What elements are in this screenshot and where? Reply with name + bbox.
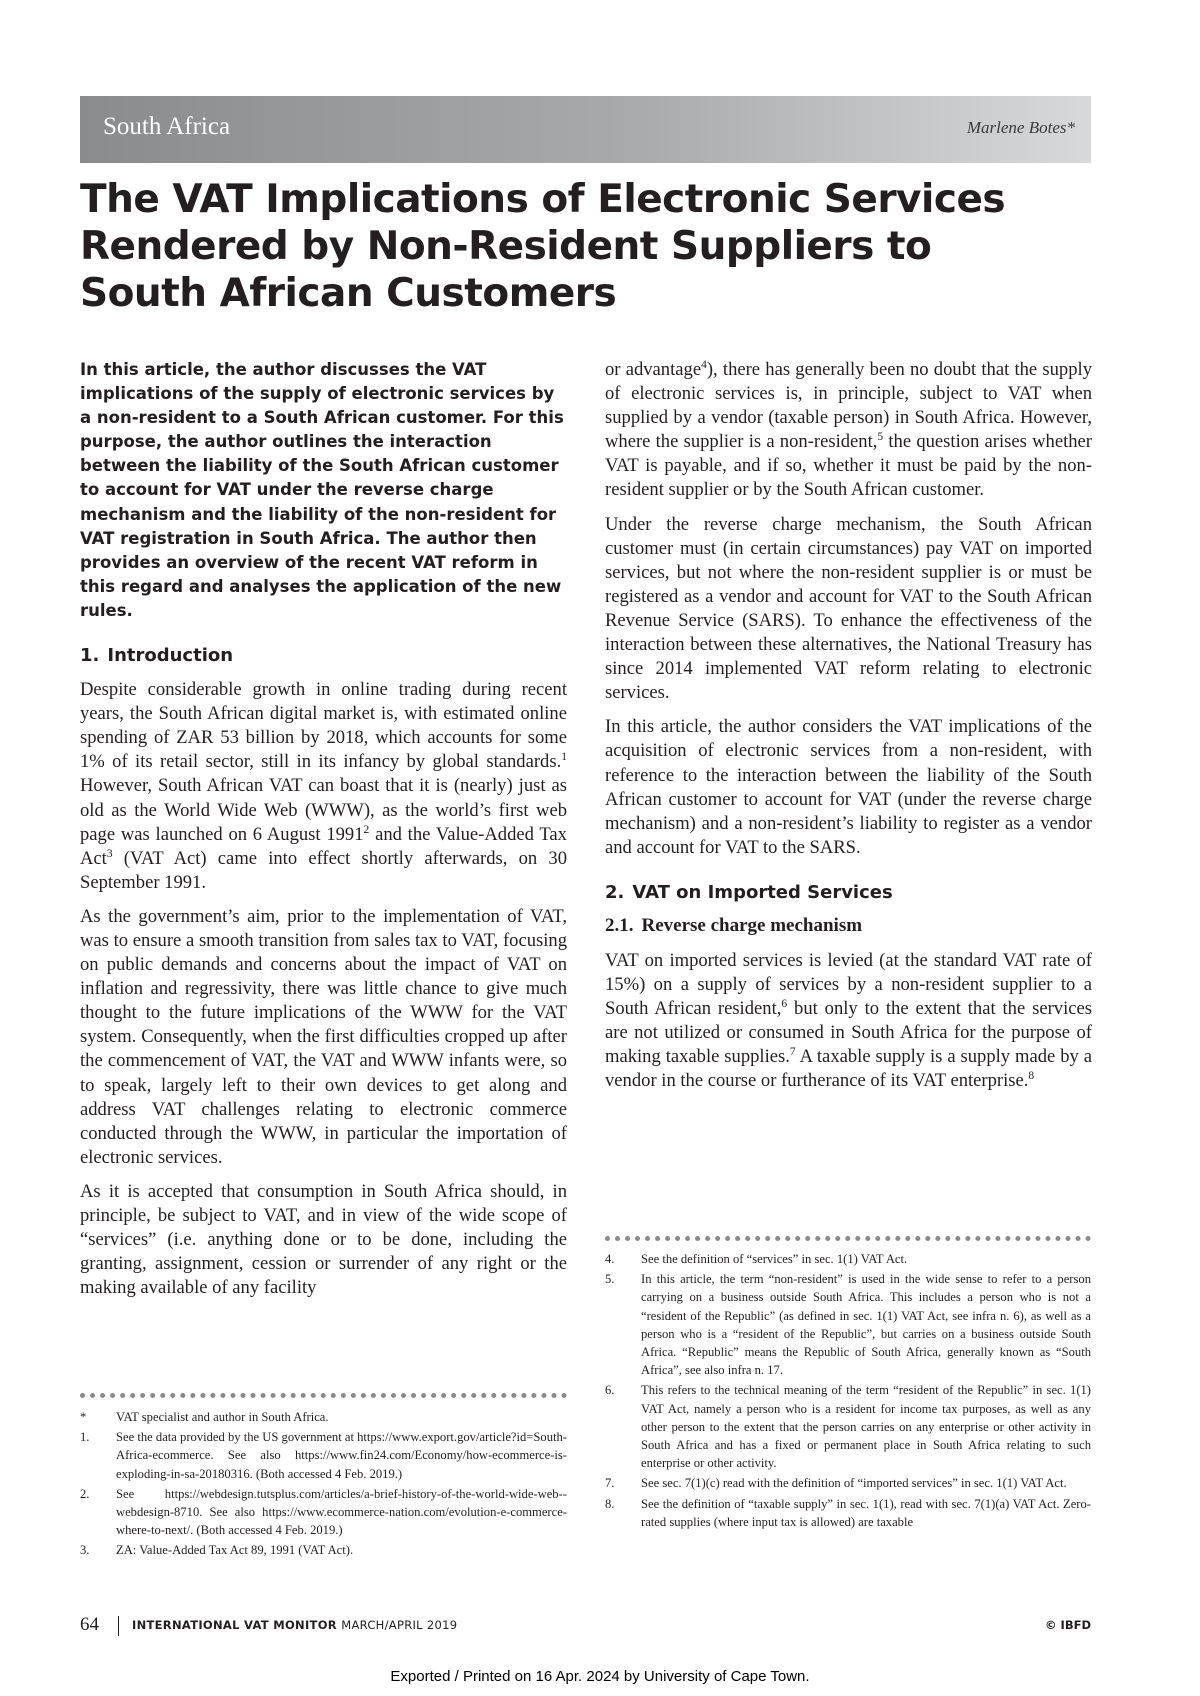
text-run: or advantage xyxy=(605,359,702,380)
paragraph: In this article, the author considers the VAT implications of the acquisition of electronic services from a non-resident, with reference to the interaction between the liability of the South African customer to account for VAT (under the reverse charge mechanism) and a non-resident’s liability to register as a vendor and account for VAT to the SARS. xyxy=(605,716,1092,858)
footnote-number: 5. xyxy=(605,1272,615,1287)
footnote xyxy=(80,1485,567,1540)
section-heading-vat-imported-services xyxy=(605,882,1092,903)
footnote-text: See the definition of “services” in sec. 1(1) VAT Act. xyxy=(641,1252,908,1266)
footnote-ref[interactable]: 3 xyxy=(106,847,113,860)
footnotes-left xyxy=(80,1408,567,1562)
publisher-label: © IBFD xyxy=(1045,1618,1091,1632)
footnote-ref[interactable]: 5 xyxy=(877,431,884,444)
article-header-banner xyxy=(80,96,1091,163)
footnote-number: * xyxy=(80,1410,87,1424)
section-heading-introduction xyxy=(80,645,567,666)
footnote-text: See the data provided by the US government at https://www.export.gov/article?id=South-Africa-ecommerce. See also https://www.fin24.com/Economy/how-ecommerce-is-exploding-in-sa-20180316. (Both accessed 4 Feb. 2019.) xyxy=(116,1430,567,1481)
paragraph xyxy=(80,678,567,895)
journal-name xyxy=(132,1618,457,1632)
footnote-number: 8. xyxy=(605,1496,615,1511)
title-line: Rendered by Non-Resident Suppliers to xyxy=(80,224,932,269)
paragraph: Under the reverse charge mechanism, the South African customer must (in certain circumstances) pay VAT on imported services, but not where the non-resident supplier is or must be registered as a vendor and account for VAT to the South African Revenue Service (SARS). To enhance the effectiveness of the interaction between these alternatives, the National Treasury has since 2014 implemented VAT reform relating to electronic services. xyxy=(605,513,1092,704)
footnote-ref[interactable]: 1 xyxy=(561,751,567,764)
footnote-number: 1. xyxy=(80,1430,90,1445)
text-run: but only to the extent that the services are not utilized or consumed in South Africa for the purpose of making taxable supplies. xyxy=(605,998,1092,1068)
section-number: 2. xyxy=(605,881,625,903)
footnote xyxy=(80,1428,567,1483)
text-run: ), there has generally been no doubt that the supply of electronic services is, in principle, subject to VAT when supplied by a vendor (taxable person) in South Africa. However, where the supplier is a non-resident, xyxy=(605,359,1092,453)
author-name: Marlene Botes* xyxy=(966,118,1075,137)
paragraph xyxy=(605,358,1092,503)
footnote-separator xyxy=(605,1236,1091,1241)
text-run: and the Value-Added Tax Act xyxy=(80,823,567,869)
footnote-number: 3. xyxy=(80,1543,90,1558)
footnote-number: 7. xyxy=(605,1476,615,1491)
footnote-text: This refers to the technical meaning of the term “resident of the Republic” in sec. 1(1) VAT Act, namely a person who is a resident for income tax purposes, as well as any other person to the extent that the person carries on any enterprise or other activity in South Africa and has a fixed or permanent place in South Africa relating to such enterprise or other activity. xyxy=(641,1383,1091,1471)
footnote-text: See sec. 7(1)(c) read with the definition of “imported services” in sec. 1(1) VAT Act. xyxy=(641,1476,1067,1491)
country-label: South Africa xyxy=(103,113,231,140)
footnote-text: See the definition of “taxable supply” in sec. 1(1), read with sec. 7(1)(a) VAT Act. Zero-rated supplies (where input tax is allowed) are taxable xyxy=(641,1496,1091,1529)
footnote-number: 2. xyxy=(80,1486,90,1501)
footnote-number: 6. xyxy=(605,1383,615,1398)
text-run: VAT on imported services is levied (at the standard VAT rate of 15%) on a supply of services by a non-resident supplier to a South African resident, xyxy=(605,949,1092,1020)
page-footer xyxy=(80,1614,1091,1640)
subsection-title: Reverse charge mechanism xyxy=(641,914,863,936)
footnote xyxy=(80,1541,567,1559)
section-title: VAT on Imported Services xyxy=(632,881,893,903)
footnote xyxy=(605,1270,1091,1379)
title-line: South African Customers xyxy=(80,271,617,316)
footnote-ref[interactable]: 2 xyxy=(363,823,370,836)
journal-issue: MARCH/APRIL 2019 xyxy=(341,1618,458,1632)
subsection-heading-reverse-charge xyxy=(605,915,1092,937)
section-number: 1. xyxy=(80,645,100,667)
title-line: The VAT Implications of Electronic Services xyxy=(80,177,1006,222)
text-run: the question arises whether VAT is payable, and if so, whether it must be paid by the non-resident supplier or by the South African customer. xyxy=(605,431,1093,501)
footnote-text: In this article, the term “non-resident” is used in the wide sense to refer to a person carrying on a business outside South Africa. This includes a person who is not a “resident of the Republic” (as defined in sec. 1(1) VAT Act, see infra n. 6), as well as a person who is a “resident of the Republic”, but carries on a business outside South Africa. “Republic” means the Republic of South Africa, generally known as “South Africa”, see also infra n. 17. xyxy=(641,1272,1091,1378)
footnote xyxy=(80,1408,567,1426)
footnote xyxy=(605,1474,1091,1492)
footnote-text: VAT specialist and author in South Africa. xyxy=(116,1410,329,1424)
footnote-number: 4. xyxy=(605,1252,615,1266)
footnote-ref[interactable]: 7 xyxy=(789,1046,796,1059)
text-run: (VAT Act) came into effect shortly afterwards, on 30 September 1991. xyxy=(80,847,567,893)
article-title xyxy=(80,176,1090,317)
text-run: However, South African VAT can boast that it is (nearly) just as old as the World Wide Web (WWW), as the world’s first web page was launched on 6 August 1991 xyxy=(80,775,567,845)
text-run: A taxable supply is a supply made by a vendor in the course or furtherance of its VAT enterprise. xyxy=(605,1046,1092,1092)
text-run: Despite considerable growth in online trading during recent years, the South African digital market is, with estimated online spending of ZAR 53 billion by 2018, which accounts for some 1% of its retail sector, still in its infancy by global standards. xyxy=(80,679,567,773)
footnote-text: See https://webdesign.tutsplus.com/articles/a-brief-history-of-the-world-wide-web--webdesign-8710. See also https://www.ecommerce-nation.com/evolution-e-commerce-where-to-next/. (Both accessed 4 Feb. 2019.) xyxy=(116,1486,567,1538)
journal-title: INTERNATIONAL VAT MONITOR xyxy=(132,1618,337,1632)
footnote-ref[interactable]: 6 xyxy=(781,997,788,1010)
footnote-ref[interactable]: 8 xyxy=(1028,1070,1035,1083)
footnote xyxy=(605,1250,1091,1268)
footnote-ref[interactable]: 4 xyxy=(701,358,707,371)
footnote xyxy=(605,1495,1091,1531)
footer-divider xyxy=(118,1616,119,1636)
paragraph: As the government’s aim, prior to the implementation of VAT, was to ensure a smooth transition from sales tax to VAT, focusing on public demands and concerns about the impact of VAT on inflation and regressivity, there was little chance to give much thought to the future implications of the WWW for the VAT system. Consequently, when the first difficulties cropped up after the commencement of VAT, the VAT and WWW infants were, so to speak, largely left to their own devices to get along and address VAT challenges relating to electronic commerce conducted through the WWW, in particular the importation of electronic services. xyxy=(80,905,567,1168)
footnote-separator xyxy=(80,1393,567,1398)
abstract: In this article, the author discusses the VAT implications of the supply of electronic services by a non-resident to a South African customer. For this purpose, the author outlines the interaction between the liability of the South African customer to account for VAT under the reverse charge mechanism and the liability of the non-resident for VAT registration in South Africa. The author then provides an overview of the recent VAT reform in this regard and analyses the application of the new rules. xyxy=(80,360,564,620)
footnote-text: ZA: Value-Added Tax Act 89, 1991 (VAT Act). xyxy=(116,1543,354,1558)
paragraph xyxy=(605,949,1092,1094)
footnotes-right xyxy=(605,1250,1091,1533)
paragraph: As it is accepted that consumption in South Africa should, in principle, be subject to VAT, and in view of the wide scope of “services” (i.e. anything done or to be done, including the granting, assignment, cession or surrender of any right or the making available of any facility xyxy=(80,1180,567,1299)
section-title: Introduction xyxy=(107,645,234,667)
left-column xyxy=(80,358,567,1310)
footnote xyxy=(605,1381,1091,1472)
right-column xyxy=(605,358,1092,1103)
export-note: Exported / Printed on 16 Apr. 2024 by University of Cape Town. xyxy=(390,1668,810,1685)
subsection-number: 2.1. xyxy=(605,914,634,936)
page-number: 64 xyxy=(80,1614,99,1635)
